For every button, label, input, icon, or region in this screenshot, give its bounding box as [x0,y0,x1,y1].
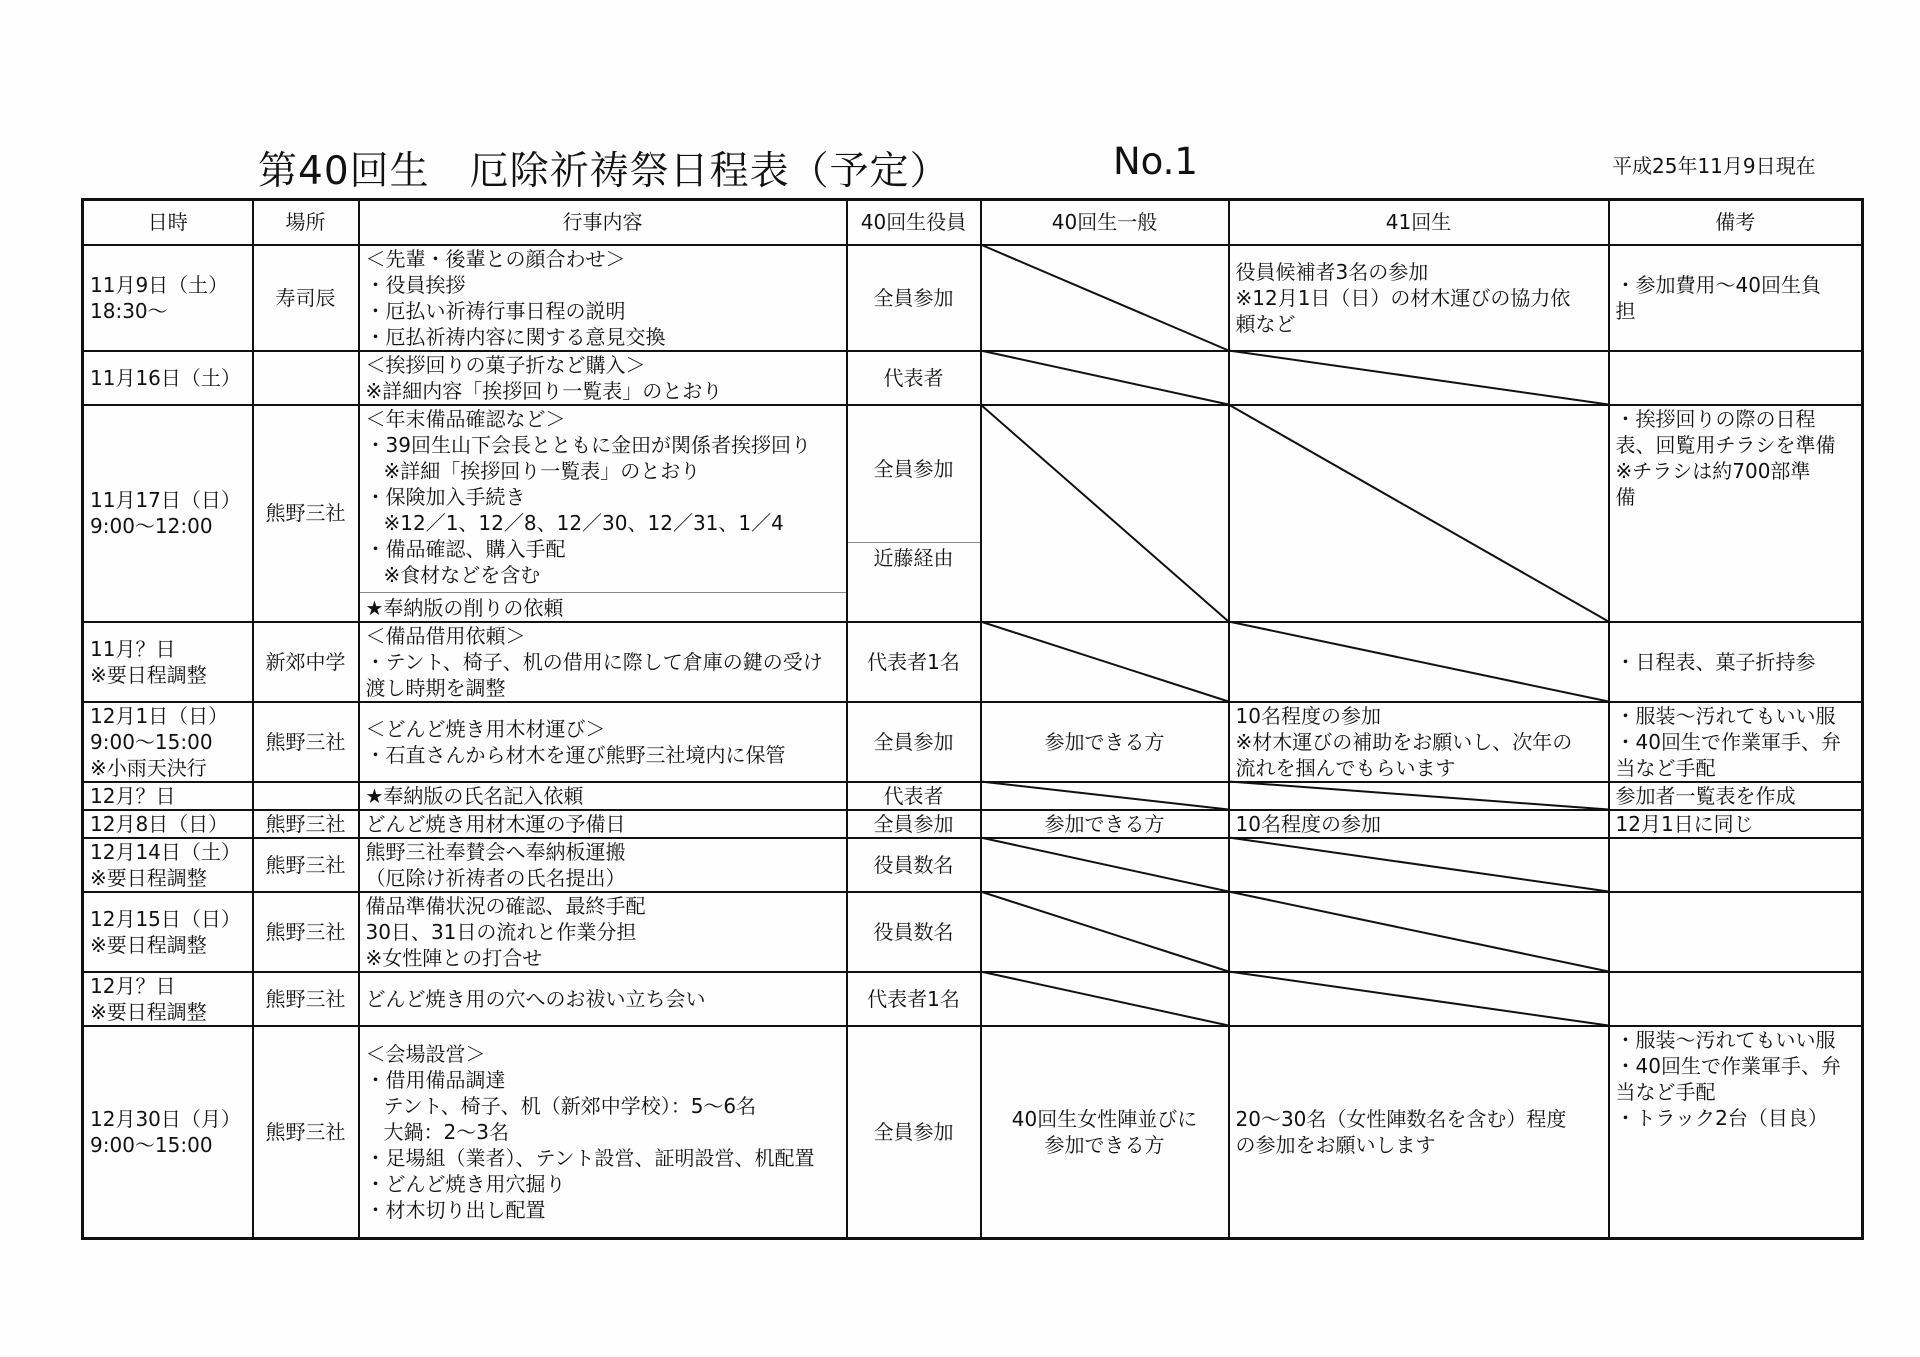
cell-line: 参加できる方 [1044,811,1165,836]
cell-gen41 [1229,405,1609,622]
cell-line: ※要日程調整 [90,865,207,890]
table-row [83,810,1863,838]
cell-remarks [1609,405,1863,622]
cell-line: ・39回生山下会長とともに金田が関係者挨拶回り [365,432,811,457]
cell-line: ・材木切り出し配置 [365,1197,546,1222]
cell-line: 12月8日（日） [90,811,229,836]
cell-gen41 [1229,702,1609,782]
cell-datetime [83,838,253,892]
cell-line: 代表者1名 [867,649,960,674]
cell-remarks [1609,782,1863,810]
cell-line: 頼など [1235,311,1296,336]
cell-content [359,245,847,351]
cell-line: 18:30～ [90,298,168,323]
cell-line: 渡し時期を調整 [365,675,506,700]
cell-line: どんど焼き用の穴へのお祓い立ち会い [365,986,706,1011]
header-col-place: 場所 [253,200,359,245]
table-row [83,972,1863,1026]
cell-general [981,351,1229,405]
cell-line: ・挨拶回りの際の日程 [1615,406,1816,431]
cell-general [981,972,1229,1026]
cell-content [359,810,847,838]
cell-line: （厄除け祈祷者の氏名提出） [365,865,626,890]
cell-content [359,972,847,1026]
cell-line: ・足場組（業者）、テント設営、証明設営、机配置 [365,1145,815,1170]
cell-line: ＜挨拶回りの菓子折など購入＞ [365,352,646,377]
cell-remarks [1609,1026,1863,1239]
cell-general [981,622,1229,702]
cell-gen41 [1229,838,1609,892]
cell-line: 当など手配 [1615,755,1716,780]
cell-line: 備 [1615,484,1636,509]
cell-officer [847,1026,981,1239]
cell-datetime [83,972,253,1026]
cell-line: ※小雨天決行 [90,755,207,780]
cell-line: ・日程表、菓子折持参 [1615,649,1816,674]
cell-line: 役員候補者3名の参加 [1235,259,1429,284]
cell-line: ※要日程調整 [90,999,207,1024]
cell-gen41 [1229,782,1609,810]
cell-line: 全員参加 [873,811,954,836]
cell-line: ※要日程調整 [90,662,207,687]
schedule-table [81,198,1864,1240]
cell-place: 寿司辰 [253,245,359,351]
page-title: 第40回生 厄除祈祷祭日程表（予定） [258,149,950,194]
cell-line: 9:00～15:00 [90,729,213,754]
cell-line: 表、回覧用チラシを準備 [1615,432,1836,457]
cell-gen41 [1229,1026,1609,1239]
cell-line: ＜会場設営＞ [365,1041,486,1066]
cell-content [359,782,847,810]
cell-datetime [83,782,253,810]
cell-line: ＜先輩・後輩との顔合わせ＞ [365,246,626,271]
cell-general [981,810,1229,838]
cell-gen41 [1229,622,1609,702]
cell-officer [847,702,981,782]
cell-officer [847,782,981,810]
cell-line: 熊野三社奉賛会へ奉納板運搬 [365,839,626,864]
cell-place: 新郊中学 [253,622,359,702]
cell-place [253,782,359,810]
cell-datetime [83,1026,253,1239]
cell-remarks [1609,892,1863,972]
cell-line: ★奉納版の削りの依頼 [360,592,846,621]
cell-line: 20～30名（女性陣数名を含む）程度 [1235,1106,1567,1131]
cell-line: ※食材などを含む [383,562,541,587]
cell-content [359,838,847,892]
cell-general [981,892,1229,972]
cell-general [981,702,1229,782]
cell-line: ＜年末備品確認など＞ [365,406,566,431]
cell-content [359,622,847,702]
cell-line: 12月1日（日） [90,703,229,728]
header-col-remarks: 備考 [1609,200,1863,245]
cell-datetime [83,622,253,702]
cell-line: どんど焼き用材木運の予備日 [365,811,626,836]
cell-line: 参加できる方 [1044,729,1165,754]
cell-line: 40回生女性陣並びに [1011,1106,1198,1131]
cell-place: 熊野三社 [253,892,359,972]
cell-line: 11月17日（日） [90,488,241,512]
cell-line: ★奉納版の氏名記入依頼 [365,783,584,808]
cell-content [359,405,847,622]
table-row [83,838,1863,892]
cell-remarks [1609,622,1863,702]
cell-line: 役員数名 [873,852,954,877]
cell-place: 熊野三社 [253,1026,359,1239]
cell-line: ・テント、椅子、机の借用に際して倉庫の鍵の受け [365,649,823,674]
header-col-officer: 40回生役員 [847,200,981,245]
cell-remarks [1609,810,1863,838]
cell-place [253,351,359,405]
header-col-gen41: 41回生 [1229,200,1609,245]
header-col-content: 行事内容 [359,200,847,245]
cell-line: 役員数名 [873,919,954,944]
cell-general [981,782,1229,810]
cell-line: 11月16日（土） [90,365,241,390]
cell-line: ※詳細内容「挨拶回り一覧表」のとおり [365,378,723,403]
cell-line: 11月9日（土） [90,272,229,297]
cell-line: 備品準備状況の確認、最終手配 [365,893,646,918]
cell-gen41 [1229,245,1609,351]
cell-line: 代表者 [883,365,944,390]
cell-line: 12月？日 [90,973,176,998]
cell-gen41 [1229,810,1609,838]
cell-datetime [83,405,253,622]
table-row [83,351,1863,405]
cell-line: 代表者1名 [867,986,960,1011]
cell-line: ※要日程調整 [90,932,207,957]
cell-line: 流れを掴んでもらいます [1235,755,1456,780]
cell-line: テント、椅子、机（新郊中学校）：5～6名 [383,1093,757,1118]
cell-general [981,405,1229,622]
cell-remarks [1609,702,1863,782]
cell-line: ・役員挨拶 [365,272,466,297]
cell-line: ※12／1、12／8、12／30、12／31、1／4 [383,510,784,535]
cell-line: 10名程度の参加 [1235,811,1381,836]
cell-officer [847,622,981,702]
cell-general [981,245,1229,351]
cell-datetime [83,892,253,972]
cell-officer [847,892,981,972]
cell-line: 全員参加 [873,456,954,481]
cell-content [359,702,847,782]
cell-line: ※12月1日（日）の材木運びの協力依 [1235,285,1571,310]
cell-line: の参加をお願いします [1235,1132,1436,1157]
cell-place: 熊野三社 [253,405,359,622]
cell-line: 全員参加 [873,285,954,310]
cell-officer [847,405,981,622]
cell-line: ※材木運びの補助をお願いし、次年の [1235,729,1573,754]
cell-place: 熊野三社 [253,838,359,892]
cell-line: ※詳細「挨拶回り一覧表」のとおり [383,458,701,483]
cell-line: 30日、31日の流れと作業分担 [365,919,637,944]
cell-content [359,351,847,405]
cell-line: 大鍋：2～3名 [383,1119,509,1144]
cell-officer [847,972,981,1026]
cell-line: 12月30日（月） [90,1106,241,1131]
cell-line: 12月1日に同じ [1615,811,1754,836]
cell-gen41 [1229,351,1609,405]
cell-line: ※チラシは約700部準 [1615,458,1811,483]
cell-line: 全員参加 [873,1119,954,1144]
table-row [83,245,1863,351]
cell-place: 熊野三社 [253,972,359,1026]
cell-officer [847,838,981,892]
cell-line: 参加できる方 [1044,1132,1165,1157]
cell-gen41 [1229,892,1609,972]
cell-line: ・参加費用～40回生負 [1615,272,1821,297]
cell-line: ・石直さんから材木を運び熊野三社境内に保管 [365,742,786,767]
cell-line: 10名程度の参加 [1235,703,1381,728]
cell-line: ＜どんど焼き用木材運び＞ [365,716,606,741]
cell-remarks [1609,972,1863,1026]
cell-datetime [83,351,253,405]
cell-line: ・服装～汚れてもいい服 [1615,1027,1836,1052]
cell-line: ※女性陣との打合せ [365,945,543,970]
cell-line: 担 [1615,298,1636,323]
cell-content [359,1026,847,1239]
cell-place: 熊野三社 [253,702,359,782]
cell-line: ・厄払祈祷内容に関する意見交換 [365,324,666,349]
cell-officer [847,245,981,351]
cell-line: 9:00～15:00 [90,1132,213,1157]
table-row [83,892,1863,972]
cell-content [359,892,847,972]
cell-line: ・保険加入手続き [365,484,526,509]
table-row [83,622,1863,702]
cell-line: 当など手配 [1615,1079,1716,1104]
cell-line: 11月？日 [90,636,176,661]
cell-general [981,838,1229,892]
header-row [83,200,1863,245]
table-row [83,1026,1863,1239]
cell-gen41 [1229,972,1609,1026]
schedule-table-container [81,198,1861,1222]
cell-line: 近藤経由 [848,542,980,571]
cell-datetime [83,245,253,351]
cell-line: ・40回生で作業軍手、弁 [1615,1053,1841,1078]
header-col-general: 40回生一般 [981,200,1229,245]
document-number: No.1 [1113,140,1198,183]
cell-datetime [83,810,253,838]
cell-line: 全員参加 [873,729,954,754]
cell-line: ・どんど焼き用穴掘り [365,1171,566,1196]
cell-line: 12月15日（日） [90,906,241,931]
cell-remarks [1609,245,1863,351]
cell-line: ・厄払い祈祷行事日程の説明 [365,298,626,323]
header-col-datetime: 日時 [83,200,253,245]
cell-line: ・借用備品調達 [365,1067,506,1092]
cell-line: 9:00～12:00 [90,514,213,538]
cell-place: 熊野三社 [253,810,359,838]
cell-line: 参加者一覧表を作成 [1615,783,1796,808]
cell-line: 12月？日 [90,783,176,808]
table-body [83,245,1863,1239]
cell-line: ・服装～汚れてもいい服 [1615,703,1836,728]
cell-line: 12月14日（土） [90,839,241,864]
table-row [83,405,1863,622]
cell-remarks [1609,351,1863,405]
cell-line: ・40回生で作業軍手、弁 [1615,729,1841,754]
cell-datetime [83,702,253,782]
cell-line: ＜備品借用依頼＞ [365,623,526,648]
cell-line: ・備品確認、購入手配 [365,536,566,561]
cell-line: 代表者 [883,783,944,808]
cell-officer [847,351,981,405]
as-of-date: 平成25年11月9日現在 [1612,154,1816,178]
table-row [83,702,1863,782]
cell-line: ・トラック2台（目良） [1615,1105,1828,1130]
cell-remarks [1609,838,1863,892]
cell-officer [847,810,981,838]
table-row [83,782,1863,810]
cell-general [981,1026,1229,1239]
